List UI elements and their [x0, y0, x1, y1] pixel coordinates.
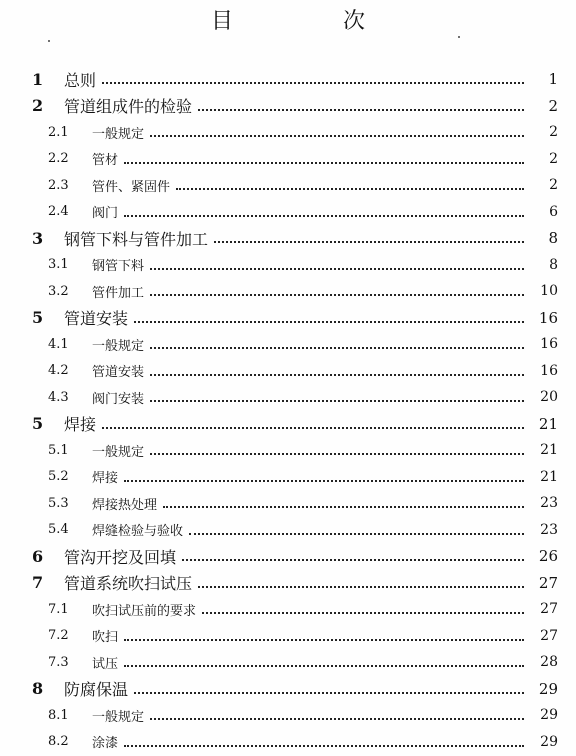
entry-label: 焊接	[92, 471, 119, 487]
entry-number: 7	[32, 573, 44, 593]
dot-leader	[124, 665, 524, 667]
dot-leader	[202, 612, 524, 614]
entry-label: 一般规定	[92, 444, 145, 460]
entry-label: 阀门安装	[92, 391, 145, 407]
entry-number: 2.2	[48, 151, 69, 167]
entry-label: 管道系统吹扫试压	[64, 574, 193, 594]
toc-section-entry[interactable]	[0, 649, 576, 676]
toc-section-entry[interactable]	[0, 358, 576, 385]
toc-section-entry[interactable]	[0, 702, 576, 729]
toc-section-entry[interactable]	[0, 384, 576, 411]
entry-label: 钢管下料与管件加工	[64, 229, 209, 249]
entry-label: 焊接热处理	[92, 497, 158, 513]
dot-leader	[134, 321, 524, 323]
entry-page-number: 20	[540, 389, 558, 406]
toc-section-entry[interactable]	[0, 729, 576, 756]
entry-number: 7.3	[48, 654, 69, 670]
dot-leader	[150, 294, 524, 296]
toc-section-entry[interactable]	[0, 464, 576, 491]
entry-label: 管道安装	[64, 309, 129, 329]
dot-leader	[150, 135, 524, 137]
entry-label: 防腐保温	[64, 680, 129, 700]
entry-label: 管道安装	[92, 365, 145, 381]
dot-leader	[176, 188, 524, 190]
page-title: 目 次	[210, 9, 409, 34]
entry-number: 4.2	[48, 363, 69, 379]
entry-label: 涂漆	[92, 736, 119, 752]
entry-page-number: 16	[540, 336, 558, 353]
dot-leader	[124, 480, 524, 482]
entry-number: 5.1	[48, 442, 69, 458]
entry-label: 一般规定	[92, 338, 145, 354]
entry-page-number: 21	[540, 442, 558, 459]
entry-page-number: 26	[538, 547, 558, 566]
dot-leader	[150, 718, 524, 720]
entry-page-number: 10	[540, 283, 558, 300]
scan-speck	[458, 36, 460, 38]
entry-number: 1	[32, 69, 44, 89]
toc-section-entry[interactable]	[0, 437, 576, 464]
entry-label: 焊缝检验与验收	[92, 524, 184, 540]
entry-number: 8.2	[48, 734, 69, 750]
entry-number: 5	[32, 308, 44, 328]
toc-chapter-entry[interactable]	[0, 676, 576, 703]
entry-page-number: 29	[540, 707, 558, 724]
entry-number: 8	[32, 679, 44, 699]
entry-label: 一般规定	[92, 126, 145, 142]
entry-number: 5.2	[48, 469, 69, 485]
entry-number: 4.3	[48, 389, 69, 405]
toc-chapter-entry[interactable]	[0, 305, 576, 332]
toc-section-entry[interactable]	[0, 172, 576, 199]
entry-number: 3.2	[48, 283, 69, 299]
toc-section-entry[interactable]	[0, 517, 576, 544]
entry-label: 管材	[92, 153, 119, 169]
dot-leader	[102, 427, 524, 429]
entry-page-number: 8	[549, 256, 558, 273]
entry-label: 一般规定	[92, 709, 145, 725]
entry-page-number: 2	[549, 150, 558, 167]
entry-page-number: 2	[549, 124, 558, 141]
toc-section-entry[interactable]	[0, 252, 576, 279]
dot-leader	[214, 241, 524, 243]
dot-leader	[134, 692, 524, 694]
toc-chapter-entry[interactable]	[0, 225, 576, 252]
entry-number: 3	[32, 228, 44, 248]
dot-leader	[124, 639, 524, 641]
entry-label: 管道组成件的检验	[64, 97, 193, 117]
entry-number: 4.1	[48, 336, 69, 352]
toc-section-entry[interactable]	[0, 119, 576, 146]
entry-page-number: 21	[538, 414, 558, 433]
entry-label: 焊接	[64, 415, 97, 435]
toc-chapter-entry[interactable]	[0, 570, 576, 597]
entry-number: 2.1	[48, 124, 69, 140]
entry-page-number: 27	[540, 627, 558, 644]
entry-label: 吹扫试压前的要求	[92, 603, 197, 619]
dot-leader	[124, 162, 524, 164]
entry-page-number: 8	[548, 229, 558, 248]
entry-page-number: 16	[540, 362, 558, 379]
entry-page-number: 1	[548, 70, 558, 89]
entry-number: 2.3	[48, 177, 69, 193]
scan-speck	[48, 40, 50, 42]
toc-chapter-entry[interactable]	[0, 411, 576, 438]
toc-section-entry[interactable]	[0, 623, 576, 650]
entry-page-number: 27	[538, 573, 558, 592]
dot-leader	[150, 347, 524, 349]
entry-label: 管件加工	[92, 285, 145, 301]
entry-page-number: 29	[540, 733, 558, 750]
entry-page-number: 28	[540, 654, 558, 671]
entry-number: 7.2	[48, 628, 69, 644]
dot-leader	[102, 82, 524, 84]
dot-leader	[150, 400, 524, 402]
dot-leader	[124, 745, 524, 747]
dot-leader	[150, 268, 524, 270]
entry-number: 5	[32, 414, 44, 434]
dot-leader	[198, 109, 524, 111]
dot-leader	[189, 533, 524, 535]
entry-number: 3.1	[48, 257, 69, 273]
entry-number: 5.4	[48, 522, 69, 538]
dot-leader	[163, 506, 524, 508]
entry-number: 2.4	[48, 204, 69, 220]
entry-label: 吹扫	[92, 630, 119, 646]
entry-page-number: 23	[540, 495, 558, 512]
entry-label: 阀门	[92, 206, 119, 222]
entry-number: 7.1	[48, 601, 69, 617]
entry-page-number: 29	[538, 679, 558, 698]
entry-number: 6	[32, 546, 44, 566]
dot-leader	[124, 215, 524, 217]
entry-page-number: 6	[549, 203, 558, 220]
toc-chapter-entry[interactable]	[0, 543, 576, 570]
entry-label: 管沟开挖及回填	[64, 547, 177, 567]
entry-number: 2	[32, 96, 44, 116]
entry-number: 8.1	[48, 707, 69, 723]
toc-list	[0, 66, 576, 755]
entry-page-number: 16	[538, 308, 558, 327]
entry-page-number: 2	[549, 177, 558, 194]
entry-page-number: 21	[540, 468, 558, 485]
toc-section-entry[interactable]	[0, 199, 576, 226]
entry-number: 5.3	[48, 495, 69, 511]
toc-section-entry[interactable]	[0, 596, 576, 623]
dot-leader	[150, 453, 524, 455]
toc-chapter-entry[interactable]	[0, 66, 576, 93]
dot-leader	[182, 559, 524, 561]
entry-page-number: 23	[540, 521, 558, 538]
entry-label: 试压	[92, 656, 119, 672]
toc-section-entry[interactable]	[0, 490, 576, 517]
toc-chapter-entry[interactable]	[0, 93, 576, 120]
dot-leader	[198, 586, 524, 588]
toc-section-entry[interactable]	[0, 146, 576, 173]
dot-leader	[150, 374, 524, 376]
toc-section-entry[interactable]	[0, 331, 576, 358]
entry-label: 管件、紧固件	[92, 179, 171, 195]
entry-page-number: 27	[540, 601, 558, 618]
entry-page-number: 2	[548, 96, 558, 115]
toc-section-entry[interactable]	[0, 278, 576, 305]
entry-label: 总则	[64, 70, 97, 90]
entry-label: 钢管下料	[92, 259, 145, 275]
